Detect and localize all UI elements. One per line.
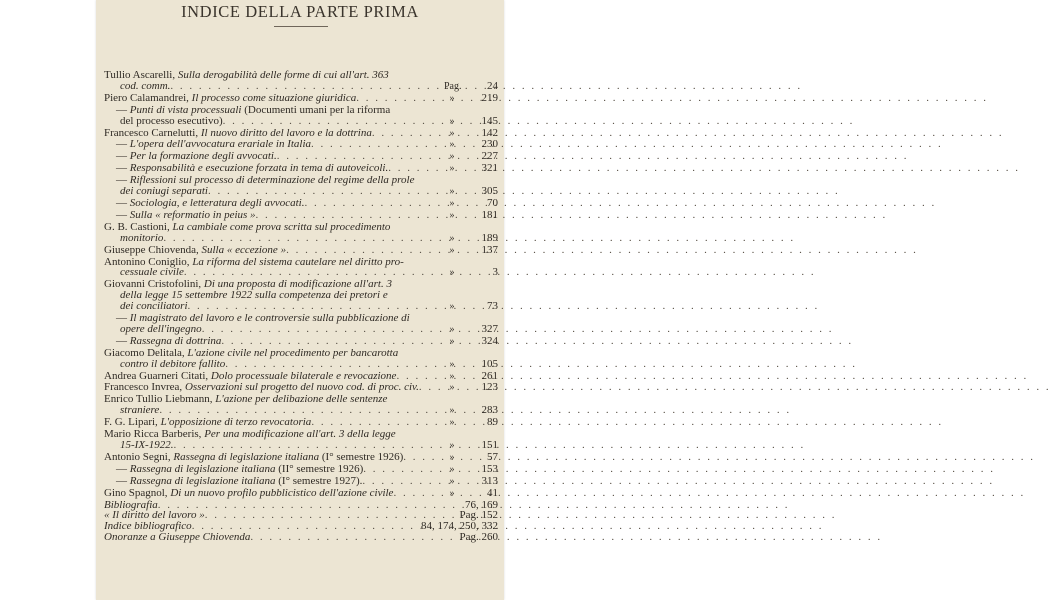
dot-leader	[388, 163, 444, 174]
page-prefix: »	[449, 244, 455, 256]
entry-italic-title: Bibliografia	[104, 498, 158, 511]
entry-italic-title: La riforma del sistema cautelare nel diritto pro-	[192, 255, 404, 268]
entry-plain-text: F. G. Lipari,	[104, 416, 161, 429]
entry-italic-title: Osservazioni sul progetto del nuovo cod. di proc. civ.	[184, 381, 419, 394]
page-number: 327	[481, 322, 498, 335]
entry-plain-text: Giovanni Cristofolini,	[104, 278, 204, 291]
page-prefix: »	[449, 151, 455, 163]
entry-text	[120, 233, 163, 244]
entry-italic-title: dei coniugi separati	[120, 185, 208, 198]
entry-italic-title: Il processo come situazione giuridica	[191, 91, 357, 104]
index-entry	[104, 257, 498, 280]
index-entry	[104, 429, 498, 452]
entry-plain-text: Piero Calamandrei,	[104, 91, 192, 104]
dot-leader	[419, 382, 444, 393]
dot-leader	[170, 81, 444, 92]
page-number: 321	[481, 162, 498, 175]
entry-text	[116, 198, 305, 209]
page-number: 123	[481, 381, 498, 394]
dot-leader	[159, 405, 444, 416]
page-prefix: »	[449, 370, 455, 382]
entry-italic-title: Il nuovo diritto del lavoro e la dottrina	[200, 126, 372, 139]
dot-leader	[256, 210, 444, 221]
entry-italic-title: monitorio	[120, 231, 164, 244]
page-number: 219	[481, 91, 498, 104]
entry-italic-title: Sulla derogabilità delle forme di cui all'art. 363	[177, 69, 389, 81]
entry-italic-title: Riflessioni sul processo di determinazione del regime della prole	[129, 174, 415, 187]
dot-leader	[396, 371, 444, 382]
entry-plain-text: del processo esecutivo)	[120, 114, 223, 127]
page-number: 181	[481, 208, 498, 221]
page-number: 142	[481, 126, 498, 139]
entry-italic-title: « Il diritto del lavoro »	[104, 509, 205, 522]
entry-plain-text: Mario Ricca Barberis,	[104, 428, 205, 441]
entry-text	[116, 464, 363, 475]
entry-text	[104, 371, 396, 382]
entry-plain-text: —	[116, 208, 130, 221]
entry-plain-text: —	[116, 150, 130, 163]
page-prefix: »	[449, 115, 455, 127]
page-prefix: »	[449, 139, 455, 151]
page-number: 230	[481, 138, 498, 151]
dot-leader	[356, 93, 444, 104]
index-entry	[104, 70, 498, 93]
entry-text	[120, 116, 223, 127]
page-prefix: »	[449, 358, 455, 370]
dot-leader	[362, 476, 444, 487]
index-entry	[104, 313, 498, 336]
entry-italic-title: L'opera dell'avvocatura erariale in Italia	[129, 138, 312, 151]
entry-plain-text: Andrea Guarneri Citati,	[104, 369, 211, 382]
page-prefix: »	[449, 417, 455, 429]
dot-leader	[184, 267, 444, 278]
entry-italic-title: L'azione civile nel procedimento per bancarotta	[187, 346, 399, 359]
page-prefix: »	[449, 440, 455, 451]
entry-text	[120, 267, 184, 278]
entry-text	[104, 382, 419, 393]
entry-italic-title: Il magistrato del lavoro e le controversie sulla pubblicazione di	[129, 312, 410, 325]
entry-italic-title: L'opposizione di terzo revocatoria	[160, 416, 312, 429]
page-number: 153	[481, 462, 498, 475]
entry-plain-text: —	[116, 162, 130, 175]
dot-leader	[188, 301, 444, 312]
entry-plain-text: Gino Spagnol,	[104, 486, 171, 499]
entry-plain-suffix: (I° semestre 1927).	[275, 474, 363, 487]
entry-plain-text: —	[116, 474, 130, 487]
entry-text	[120, 81, 170, 92]
entry-text	[120, 440, 173, 451]
entry-italic-title: Indice bibliografico	[104, 520, 192, 533]
entry-text	[116, 139, 311, 150]
page-prefix: »	[449, 232, 455, 244]
index-entry	[104, 532, 498, 543]
entry-italic-title: Rassegna di legislazione italiana	[129, 462, 276, 475]
entry-text	[120, 324, 202, 335]
entry-italic-title: 15-IX-1922.	[120, 439, 174, 451]
index-entry	[104, 394, 498, 417]
entry-italic-title: contro il debitore fallito	[120, 357, 226, 370]
entry-italic-title: Dolo processuale bilaterale e revocazione	[210, 369, 397, 382]
dot-leader	[221, 336, 444, 347]
dot-leader	[208, 186, 444, 197]
entry-italic-title: La cambiale come prova scritta sul procedimento	[172, 220, 391, 233]
entry-italic-title: Sulla « eccezione »	[201, 243, 287, 256]
table-of-contents	[104, 70, 498, 543]
entry-italic-title: Per una modificazione all'art. 3 della legge	[204, 428, 396, 441]
dot-leader	[223, 116, 444, 127]
page-prefix: »	[449, 209, 455, 221]
entry-italic-title: dei conciliatori	[120, 300, 188, 313]
entry-italic-title: Rassegna di dottrina	[129, 334, 222, 347]
index-entry	[104, 105, 498, 128]
page-number: 57	[487, 450, 498, 463]
entry-text	[104, 532, 250, 543]
page-prefix: »	[449, 382, 455, 394]
dot-leader	[311, 417, 444, 428]
entry-plain-text: G. B. Castioni,	[104, 220, 173, 233]
page-prefix: »	[449, 127, 455, 139]
page-number: 105	[481, 357, 498, 370]
entry-text	[104, 245, 286, 256]
page-prefix: »	[449, 335, 455, 347]
entry-plain-text: Giuseppe Chiovenda,	[104, 243, 202, 256]
page-prefix: »	[449, 451, 455, 463]
dot-leader	[250, 532, 453, 543]
dot-leader	[403, 452, 444, 463]
entry-plain-suffix: (II° semestre 1926)	[275, 462, 364, 475]
entry-text	[120, 186, 208, 197]
entry-plain-text: Antonio Segni,	[104, 450, 174, 463]
index-entry	[104, 279, 498, 313]
page-prefix: »	[449, 475, 455, 487]
title-rule	[274, 26, 328, 27]
page-prefix: »	[449, 267, 455, 279]
dot-leader	[163, 233, 444, 244]
page-numbers: Pag. 260	[459, 531, 498, 544]
page-number: 261	[481, 369, 498, 382]
page-number: 283	[481, 404, 498, 417]
entry-plain-text: —	[116, 103, 130, 116]
dot-leader	[363, 464, 444, 475]
entry-text	[116, 210, 256, 221]
entry-plain-text: —	[116, 138, 130, 151]
page-number: 3	[492, 266, 498, 279]
entry-plain-text: Giacomo Delitala,	[104, 346, 188, 359]
entry-plain-text: Antonino Coniglio,	[104, 255, 193, 268]
entry-text	[116, 151, 277, 162]
page-prefix: »	[449, 197, 455, 209]
entry-italic-title: cessuale civile	[120, 266, 184, 279]
page-number: 227	[481, 150, 498, 163]
page-number: 189	[481, 231, 498, 244]
dot-leader	[305, 198, 445, 209]
entry-text	[116, 336, 221, 347]
entry-line	[104, 488, 498, 500]
entry-italic-title: Onoranze a Giuseppe Chiovenda	[104, 531, 251, 544]
dot-leader	[277, 151, 444, 162]
page-prefix: »	[449, 323, 455, 335]
dot-leader	[393, 488, 444, 499]
page-numbers: 84, 174, 250, 332	[421, 520, 498, 533]
page-number: 137	[481, 243, 498, 256]
page-prefix: »	[449, 463, 455, 475]
entry-italic-title: cod. comm.	[120, 79, 171, 92]
dot-leader	[286, 245, 444, 256]
page-number: 70	[487, 196, 498, 209]
dot-leader	[225, 359, 444, 370]
entry-italic-title: Sulla « reformatio in peius »	[129, 208, 256, 221]
entry-italic-title: della legge 15 settembre 1922 sulla competenza dei pretori e	[120, 289, 388, 302]
page-prefix: »	[449, 487, 455, 499]
entry-italic-title: Rassegna di legislazione italiana	[129, 474, 276, 487]
entry-text	[104, 417, 311, 428]
document-page	[96, 0, 504, 600]
index-entry	[104, 348, 498, 371]
entry-italic-title: Sociologia, e letteratura degli avvocati.	[129, 196, 305, 209]
index-title: INDICE DELLA PARTE PRIMA	[181, 2, 419, 21]
entry-plain-text: —	[116, 312, 130, 325]
entry-plain-suffix: (Documenti umani per la riforma	[241, 103, 391, 116]
page-number: 73	[487, 300, 498, 313]
entry-text	[116, 476, 362, 487]
entry-text	[116, 163, 388, 174]
page-prefix: Pag.	[444, 80, 462, 92]
entry-text	[104, 452, 403, 463]
entry-plain-suffix: (I° semestre 1926)	[319, 450, 404, 463]
page-number: 89	[487, 416, 498, 429]
page-number: 324	[481, 334, 498, 347]
entry-plain-text: —	[116, 462, 130, 475]
entry-plain-text: Tullio Ascarelli,	[104, 69, 178, 81]
page-prefix: »	[449, 405, 455, 417]
entry-text	[120, 405, 159, 416]
page-number: 305	[481, 185, 498, 198]
entry-text	[104, 488, 393, 499]
entry-plain-text: —	[116, 196, 130, 209]
entry-plain-text: —	[116, 334, 130, 347]
entry-italic-title: Per la formazione degli avvocati.	[129, 150, 277, 163]
entry-italic-title: Di una proposta di modificazione all'art. 3	[203, 278, 392, 291]
entry-text	[104, 93, 356, 104]
entry-plain-text: —	[116, 174, 130, 187]
entry-text	[120, 359, 225, 370]
entry-italic-title: Di un nuovo profilo pubblicistico dell'azione civile	[170, 486, 394, 499]
entry-line	[104, 532, 498, 543]
entry-italic-title: Responsabilità e esecuzione forzata in tema di autoveicoli.	[129, 162, 389, 175]
entry-italic-title: straniere	[120, 404, 160, 417]
page-prefix: »	[449, 186, 455, 198]
dot-leader	[311, 139, 444, 150]
page-prefix: »	[449, 301, 455, 313]
entry-italic-title: L'azione per delibazione delle sentenze	[215, 393, 388, 406]
page-number: 145	[481, 114, 498, 127]
dot-leader	[372, 128, 444, 139]
dot-leader	[202, 324, 444, 335]
page-number: 313	[481, 474, 498, 487]
entry-italic-title: Rassegna di legislazione italiana	[173, 450, 320, 463]
entry-text	[104, 128, 372, 139]
page-numbers: Pag. 152	[459, 509, 498, 522]
index-entry	[104, 488, 498, 500]
index-entry	[104, 175, 498, 198]
page-prefix: »	[449, 163, 455, 175]
page-numbers: 76, 169	[465, 498, 498, 511]
entry-text	[120, 301, 188, 312]
entry-plain-text: Francesco Carnelutti,	[104, 126, 201, 139]
entry-italic-title: opere dell'ingegno	[120, 322, 202, 335]
dot-leader	[173, 440, 444, 451]
page-number: 151	[481, 439, 498, 451]
page-number: 24	[487, 79, 498, 92]
entry-plain-text: Francesco Invrea,	[104, 381, 185, 394]
page-prefix: »	[449, 92, 455, 104]
entry-italic-title: Punti di vista processuali	[129, 103, 242, 116]
entry-plain-text: Enrico Tullio Liebmann,	[104, 393, 216, 406]
index-entry	[104, 222, 498, 245]
page-number: 41	[487, 486, 498, 499]
